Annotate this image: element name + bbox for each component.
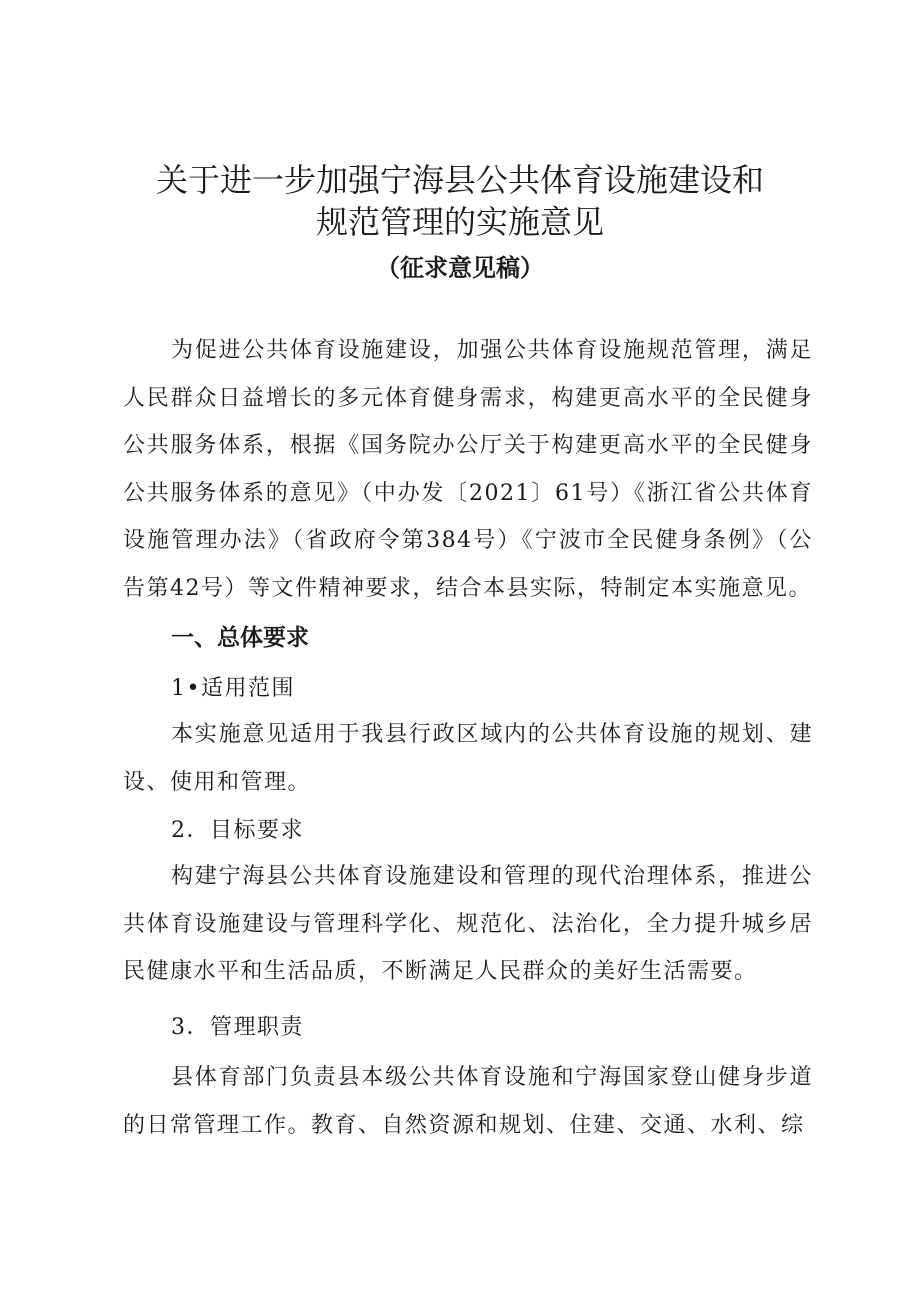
document-title-line-1: 关于进一步加强宁海县公共体育设施建设和 bbox=[155, 161, 764, 199]
item-text-goals: 构建宁海县公共体育设施建设和管理的现代治理体系，推进公共体育设施建设与管理科学化、规范化、法治化，全力提升城乡居民健康水平和生活品质，不断满足人民群众的美好生活需要。 bbox=[123, 864, 813, 984]
section-heading: 一、总体要求 bbox=[171, 625, 309, 651]
intro-paragraph: 为促进公共体育设施建设，加强公共体育设施规范管理，满足人民群众日益增长的多元体育健身需求，构建更高水平的全民健身公共服务体系，根据《国务院办公厅关于构建更高水平的全民健身公共服务体系的意见》（中办发〔2021〕61号）《浙江省公共体育设施管理办法》（省政府令第384号）《宁波市全民健身条例》（公告第42号）等文件精神要求，结合本县实际，特制定本实施意见。 bbox=[123, 338, 813, 601]
item-text-duties: 县体育部门负责县本级公共体育设施和宁海国家登山健身步道的日常管理工作。教育、自然资源和规划、住建、交通、水利、综 bbox=[123, 1065, 813, 1138]
item-title-scope: 1•适用范围 bbox=[171, 676, 295, 701]
document-title-line-2: 规范管理的实施意见 bbox=[315, 203, 604, 241]
document-subtitle: （征求意见稿） bbox=[376, 254, 544, 282]
item-text-scope: 本实施意见适用于我县行政区域内的公共体育设施的规划、建设、使用和管理。 bbox=[123, 722, 813, 795]
item-title-duties: 3．管理职责 bbox=[171, 1015, 304, 1040]
item-title-goals: 2．目标要求 bbox=[171, 818, 304, 843]
